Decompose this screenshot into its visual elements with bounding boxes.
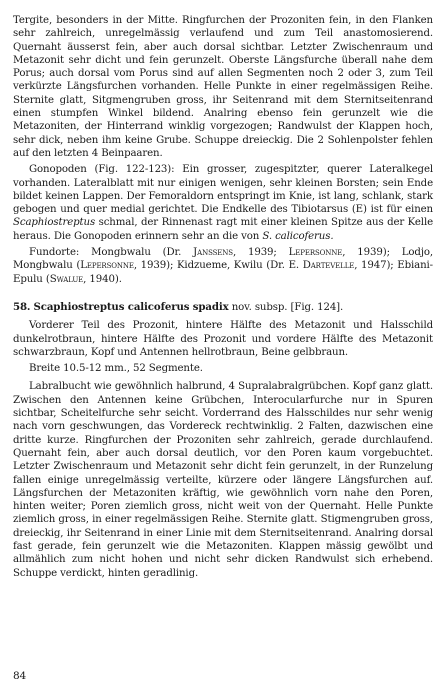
paragraph-coloration: Vorderer Teil des Prozonit, hintere Hälfte des Metazonit und Halsschild dunkelrotbraun, hintere Hälfte des Prozonit und vordere Hälfte des Metazonit schwarzbraun, Kopf und Antennen hellrotbraun, Beine gelbbraun.: [13, 320, 433, 358]
section-title: Scaphiostreptus calicoferus spadix: [33, 300, 229, 313]
collector-name: Lepersonne: [288, 247, 343, 259]
paragraph-description: Labralbucht wie gewöhnlich halbrund, 4 Supralabralgrübchen. Kopf ganz glatt. Zwischen den Antennen keine Grübchen, Interocularfurche nur in Spuren sichtbar, Scheitelfurche sehr seicht. Vorderrand des Halsschildes nur sehr wenig nach vorn geschwungen, das Vordereck rechtwinklig. 2 Falten, dazwischen eine dritte kurze. Ringfurchen der Prozoniten sehr zahlreich, gerade durchlaufend. Quernaht fein, aber auch dorsal deutlich, vor den Poren kaum vorgebuchtet. Letzter Zwischenraum und Metazonit sehr dicht fein gerunzelt, in der Runzelung fallen einige unregelmässig verteilte, kürzere oder längere Längsfurchen auf. Längsfurchen der Metazoniten kräftig, wie gewöhnlich vorn nahe den Poren, hinten weiter; Poren ziemlich gross, nicht weit von der Quernaht. Helle Punkte ziemlich gross, in einer regelmässigen Reihe. Sternite glatt. Stigmengruben gross, dreieckig, ihr Seitenrand in einer Linie mit dem Sternitseitenrand. Analring dorsal fast gerade, fein gerunzelt wie die Metazoniten. Klappen mässig gewölbt und allmählich zum nicht hohen und nicht sehr dicken Randwulst sich erhebend. Schuppe verdickt, hinten geradlinig.: [13, 381, 433, 579]
collector-name: Dartevelle: [302, 260, 355, 272]
paragraph-continued: Tergite, besonders in der Mitte. Ringfurchen der Prozoniten fein, in den Flanken sehr zahlreich, unregelmässig verlaufend und zum Teil anastomosierend. Quernaht äusserst fein, aber auch dorsal sichtbar. Letzter Zwischenraum und Metazonit sehr dicht und fein gerunzelt. Oberste Längsfurche überall nahe dem Porus; auch dorsal vom Porus sind auf allen Segmenten noch 2 oder 3, zum Teil verkürzte Längsfurchen vorhanden. Helle Punkte in einer regelmässigen Reihe. Sternite glatt, Sitgmengruben gross, ihr Seitenrand mit dem Sternitseitenrand einen stumpfen Winkel bildend. Analring ebenso fein gerunzelt wie die Metazoniten, der Hinterrand winklig vorgezogen; Randwulst der Klappen hoch, sehr dick, neben ihm keine Grube. Schuppe dreieckig. Die 2 Sohlenpolster fehlen auf den letzten 4 Beinpaaren.: [13, 15, 433, 159]
fundorte-text: , 1939); Kidzueme, Kwilu (Dr. E.: [133, 260, 300, 272]
genus-name: Scaphiostreptus: [13, 217, 96, 229]
page-number: 84: [13, 670, 27, 682]
fundorte-text: , 1939;: [232, 247, 277, 259]
fundorte-text: , 1947); Ebiani-Epulu (: [13, 260, 433, 285]
fundorte-text: , 1939); Lodjo, Mongbwalu (: [13, 247, 433, 272]
collector-name: Janssens: [193, 247, 233, 259]
collector-name: Swalue: [49, 273, 84, 285]
paragraph-dimensions: Breite 10.5-12 mm., 52 Segmente.: [29, 363, 203, 375]
paragraph-gonopoden: [13, 163, 433, 243]
section-number: 58.: [13, 300, 31, 313]
fundorte-text: Fundorte: Mongbwalu (Dr.: [29, 247, 182, 259]
section-heading: [13, 301, 433, 314]
section-title-suffix: nov. subsp. [Fig. 124].: [231, 301, 344, 313]
gonopoden-text-b: schmal, der Rinnenast ragt mit einer kleinen Spitze aus der Kelle heraus. Die Gonopoden erinnern sehr an die von: [13, 217, 433, 242]
gonopoden-text-a: Gonopoden (Fig. 122-123): Ein grosser, zugespitzter, querer Lateralkegel vorhanden. Lateralblatt mit nur einigen wenigen, sehr kleinen Borsten; sein Ende bildet keinen Lappen. Der Femoraldorn entspringt im Knie, ist lang, schlank, stark gebogen und quer medial gerichtet. Die Endkelle des Tibiotarsus (E) ist für einen: [13, 164, 433, 216]
paragraph-fundorte: [13, 246, 433, 286]
collector-name: Lepersonne: [80, 260, 134, 272]
species-name: S. calicoferus.: [262, 230, 334, 242]
fundorte-text: , 1940).: [83, 273, 122, 285]
